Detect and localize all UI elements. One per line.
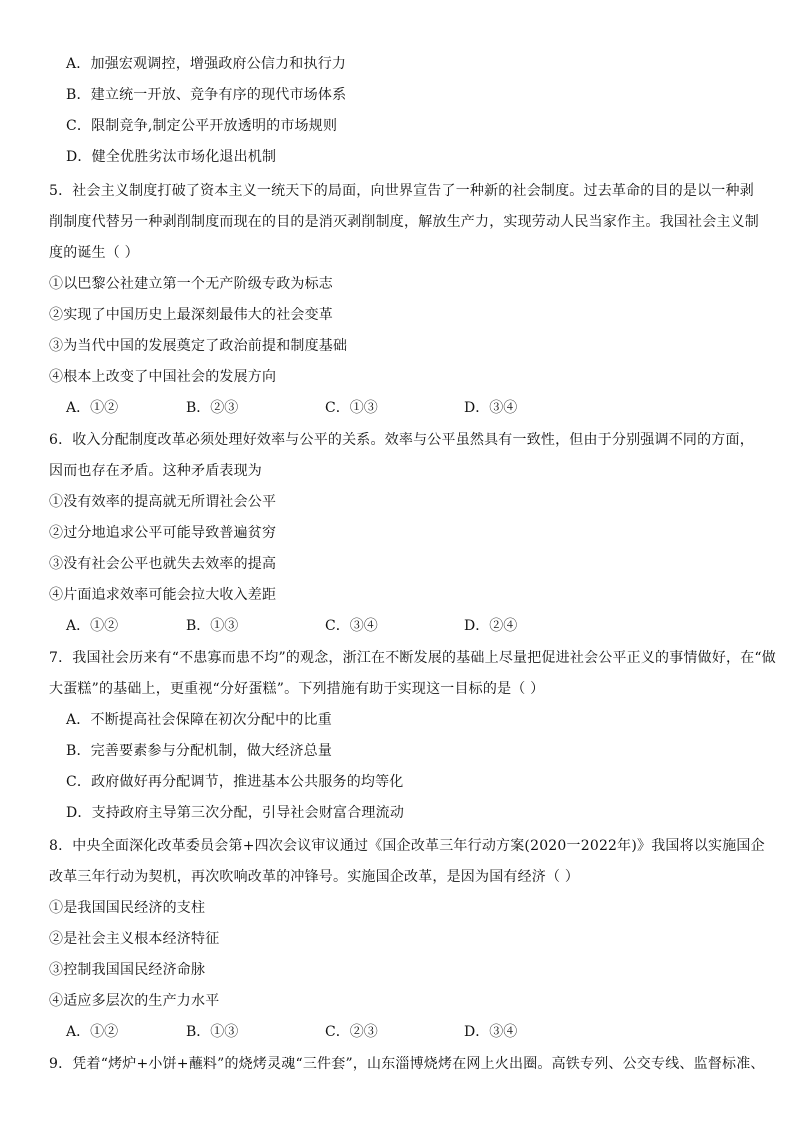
q5-stem-line-3: 度的诞生（ ） [49, 245, 139, 261]
q4-option-a: A．加强宏观调控，增强政府公信力和执行力 [66, 56, 347, 72]
q5-item-4: ④根本上改变了中国社会的发展方向 [49, 369, 277, 385]
q8-stem-line-1: 8．中央全面深化改革委员会第+四次会议审议通过《国企改革三年行动方案(2020一2022年)》我国将以实施国企 [49, 838, 765, 854]
q7-option-c: C．政府做好再分配调节，推进基本公共服务的均等化 [66, 774, 404, 790]
q8-item-3: ③控制我国国民经济命脉 [49, 962, 206, 978]
q8-choice-d: D．③④ [464, 1024, 518, 1040]
q8-item-2: ②是社会主义根本经济特征 [49, 931, 220, 947]
q6-stem-line-1: 6．收入分配制度改革必须处理好效率与公平的关系。效率与公平虽然具有一致性，但由于分别强调不同的方面， [49, 432, 754, 448]
q8-stem-line-2: 改革三年行动为契机，再次吹响改革的冲锋号。实施国企改革，是因为国有经济（ ） [49, 869, 580, 885]
q6-choice-d: D．②④ [464, 618, 518, 634]
q6-item-3: ③没有社会公平也就失去效率的提高 [49, 556, 277, 572]
q7-stem-line-1: 7．我国社会历来有“不患寡而患不均”的观念，浙江在不断发展的基础上尽量把促进社会公平正义的事情做好，在“做 [49, 650, 776, 666]
q5-item-1: ①以巴黎公社建立第一个无产阶级专政为标志 [49, 276, 333, 292]
q5-choice-d: D．③④ [464, 400, 518, 416]
q5-choice-a: A．①② [66, 400, 119, 416]
q6-choice-a: A．①② [66, 618, 119, 634]
q8-choice-b: B．①③ [186, 1024, 239, 1040]
q7-option-d: D．支持政府主导第三次分配，引导社会财富合理流动 [66, 805, 405, 821]
q5-item-2: ②实现了中国历史上最深刻最伟大的社会变革 [49, 307, 333, 323]
q4-option-c: C．限制竞争,制定公平开放透明的市场规则 [66, 118, 338, 134]
q6-item-2: ②过分地追求公平可能导致普遍贫穷 [49, 525, 277, 541]
q5-choice-c: C．①③ [325, 400, 378, 416]
q8-choice-a: A．①② [66, 1024, 119, 1040]
q6-choice-b: B．①③ [186, 618, 239, 634]
q6-item-1: ①没有效率的提高就无所谓社会公平 [49, 494, 277, 510]
q9-stem-line-1: 9．凭着“烤炉+小饼+蘸料”的烧烤灵魂“三件套”，山东淄博烧烤在网上火出圈。高铁专列、公交专线、监督标准、 [49, 1056, 765, 1072]
q4-option-d: D．健全优胜劣汰市场化退出机制 [66, 149, 277, 165]
q6-stem-line-2: 因而也存在矛盾。这种矛盾表现为 [49, 463, 262, 479]
q8-item-4: ④适应多层次的生产力水平 [49, 993, 220, 1009]
q6-item-4: ④片面追求效率可能会拉大收入差距 [49, 587, 277, 603]
q8-item-1: ①是我国国民经济的支柱 [49, 900, 206, 916]
q8-choice-c: C．②③ [325, 1024, 378, 1040]
q5-choice-b: B．②③ [186, 400, 239, 416]
q5-item-3: ③为当代中国的发展奠定了政治前提和制度基础 [49, 338, 348, 354]
q4-option-b: B．建立统一开放、竞争有序的现代市场体系 [66, 87, 347, 103]
q7-stem-line-2: 大蛋糕”的基础上，更重视“分好蛋糕”。下列措施有助于实现这一目标的是（ ） [49, 681, 545, 697]
q7-option-b: B．完善要素参与分配机制，做大经济总量 [66, 743, 333, 759]
q6-choice-c: C．③④ [325, 618, 378, 634]
q5-stem-line-1: 5．社会主义制度打破了资本主义一统天下的局面，向世界宣告了一种新的社会制度。过去革命的目的是以一种剥 [49, 183, 754, 199]
q7-option-a: A．不断提高社会保障在初次分配中的比重 [66, 712, 332, 728]
q5-stem-line-2: 削制度代替另一种剥削制度而现在的目的是消灭剥削制度，解放生产力，实现劳动人民当家作主。我国社会主义制 [49, 214, 759, 230]
